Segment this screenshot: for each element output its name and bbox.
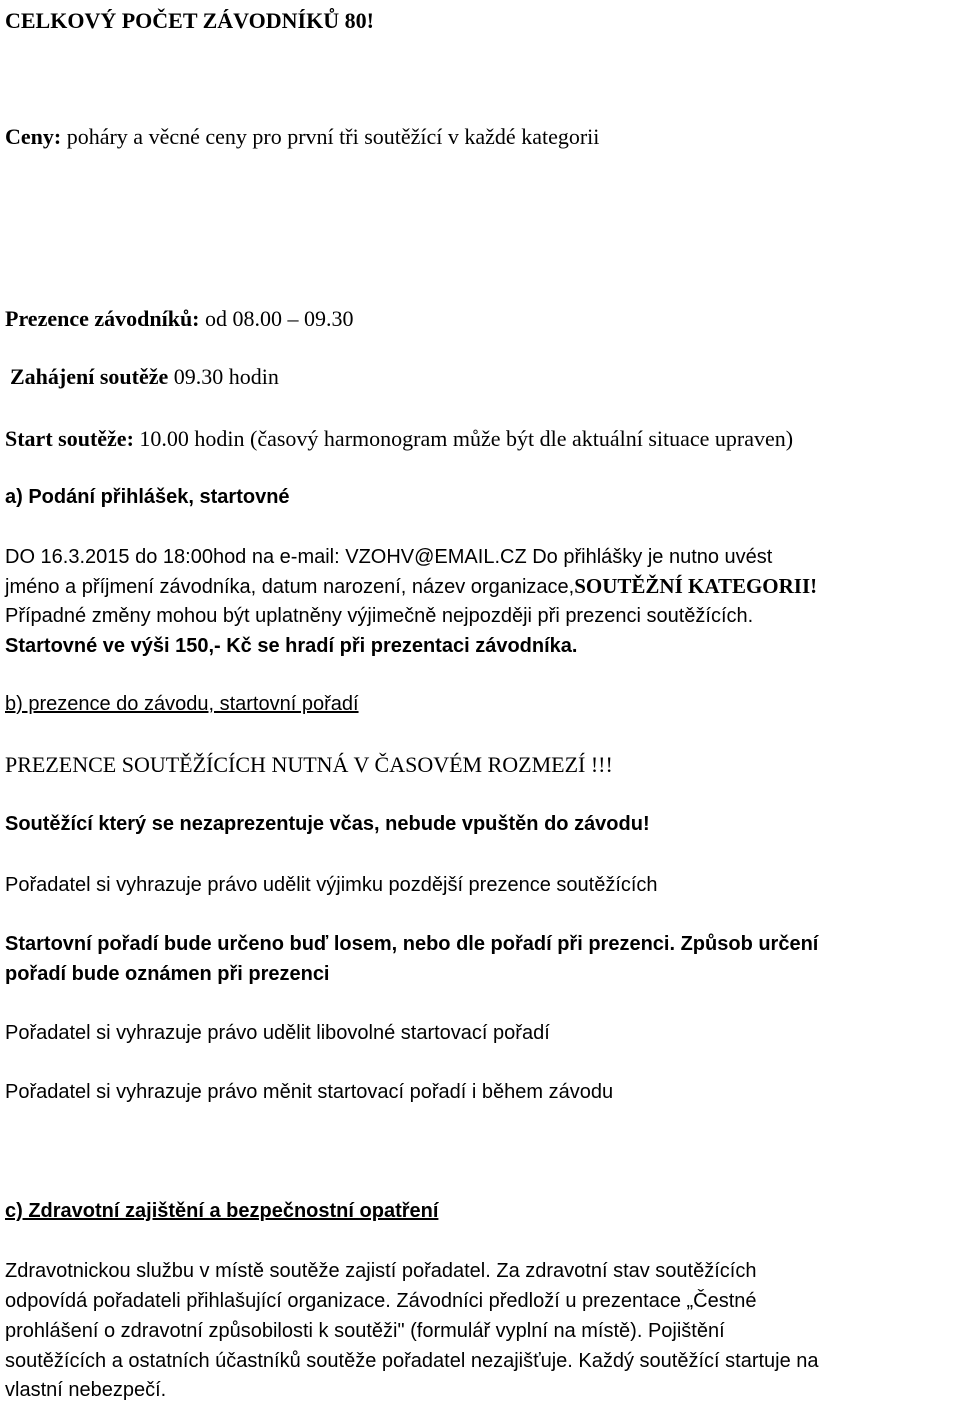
- change-order-line: Pořadatel si vyhrazuje právo měnit startovací pořadí i během závodu: [5, 1081, 614, 1103]
- section-b-title: b) prezence do závodu, startovní pořadí: [5, 693, 359, 715]
- opening-text: 09.30 hodin: [168, 364, 279, 389]
- section-c-title: c) Zdravotní zajištění a bezpečnostní opatření: [5, 1200, 439, 1222]
- start-order-line-2: pořadí bude oznámen při prezenci: [5, 963, 330, 985]
- start-order-line-1: Startovní pořadí bude určeno buď losem, nebo dle pořadí při prezenci. Způsob určení: [5, 933, 819, 955]
- exception-line: Pořadatel si vyhrazuje právo udělit výjimku pozdější prezence soutěžících: [5, 874, 658, 896]
- section-a-line-2-bold: SOUTĚŽNÍ KATEGORII!: [574, 574, 818, 598]
- section-c-line-3: prohlášení o zdravotní způsobilosti k soutěži" (formulář vyplní na místě). Pojištění: [5, 1320, 725, 1342]
- start-label: Start soutěže:: [5, 426, 134, 451]
- presence-text: od 08.00 – 09.30: [199, 306, 354, 331]
- late-warning: Soutěžící který se nezaprezentuje včas, nebude vpuštěn do závodu!: [5, 813, 650, 835]
- start-line: [5, 426, 793, 452]
- presence-notice: PREZENCE SOUTĚŽÍCÍCH NUTNÁ V ČASOVÉM ROZMEZÍ !!!: [5, 752, 613, 777]
- presence-line: [5, 306, 354, 332]
- section-a-line-2: [5, 573, 817, 600]
- opening-line: [10, 364, 279, 390]
- start-text: 10.00 hodin (časový harmonogram může být dle aktuální situace upraven): [133, 426, 794, 451]
- section-c-line-1: Zdravotnickou službu v místě soutěže zajistí pořadatel. Za zdravotní stav soutěžících: [5, 1260, 757, 1282]
- section-c-line-5: vlastní nebezpečí.: [5, 1379, 167, 1401]
- section-a-line-2-text: jméno a příjmení závodníka, datum narození, název organizace,: [5, 576, 575, 598]
- prizes-text: poháry a věcné ceny pro první tři soutěžící v každé kategorii: [61, 124, 600, 149]
- opening-label: Zahájení soutěže: [10, 364, 169, 389]
- section-a-line-3: Případné změny mohou být uplatněny výjimečně nejpozději při prezenci soutěžících.: [5, 605, 754, 627]
- prizes-line: [5, 124, 599, 150]
- total-competitors-heading: CELKOVÝ POČET ZÁVODNÍKŮ 80!: [5, 8, 374, 33]
- section-a-line-4: Startovné ve výši 150,- Kč se hradí při prezentaci závodníka.: [5, 635, 578, 657]
- prizes-label: Ceny:: [5, 124, 62, 149]
- section-a-line-1: DO 16.3.2015 do 18:00hod na e-mail: VZOHV@EMAIL.CZ Do přihlášky je nutno uvést: [5, 546, 773, 568]
- section-c-line-4: soutěžících a ostatních účastníků soutěže pořadatel nezajišťuje. Každý soutěžící startuje na: [5, 1350, 819, 1372]
- section-a-title: a) Podání přihlášek, startovné: [5, 486, 290, 508]
- any-order-line: Pořadatel si vyhrazuje právo udělit libovolné startovací pořadí: [5, 1022, 550, 1044]
- presence-label: Prezence závodníků:: [5, 306, 200, 331]
- section-c-line-2: odpovídá pořadateli přihlašující organizace. Závodníci předloží u prezentace „Čestné: [5, 1290, 757, 1312]
